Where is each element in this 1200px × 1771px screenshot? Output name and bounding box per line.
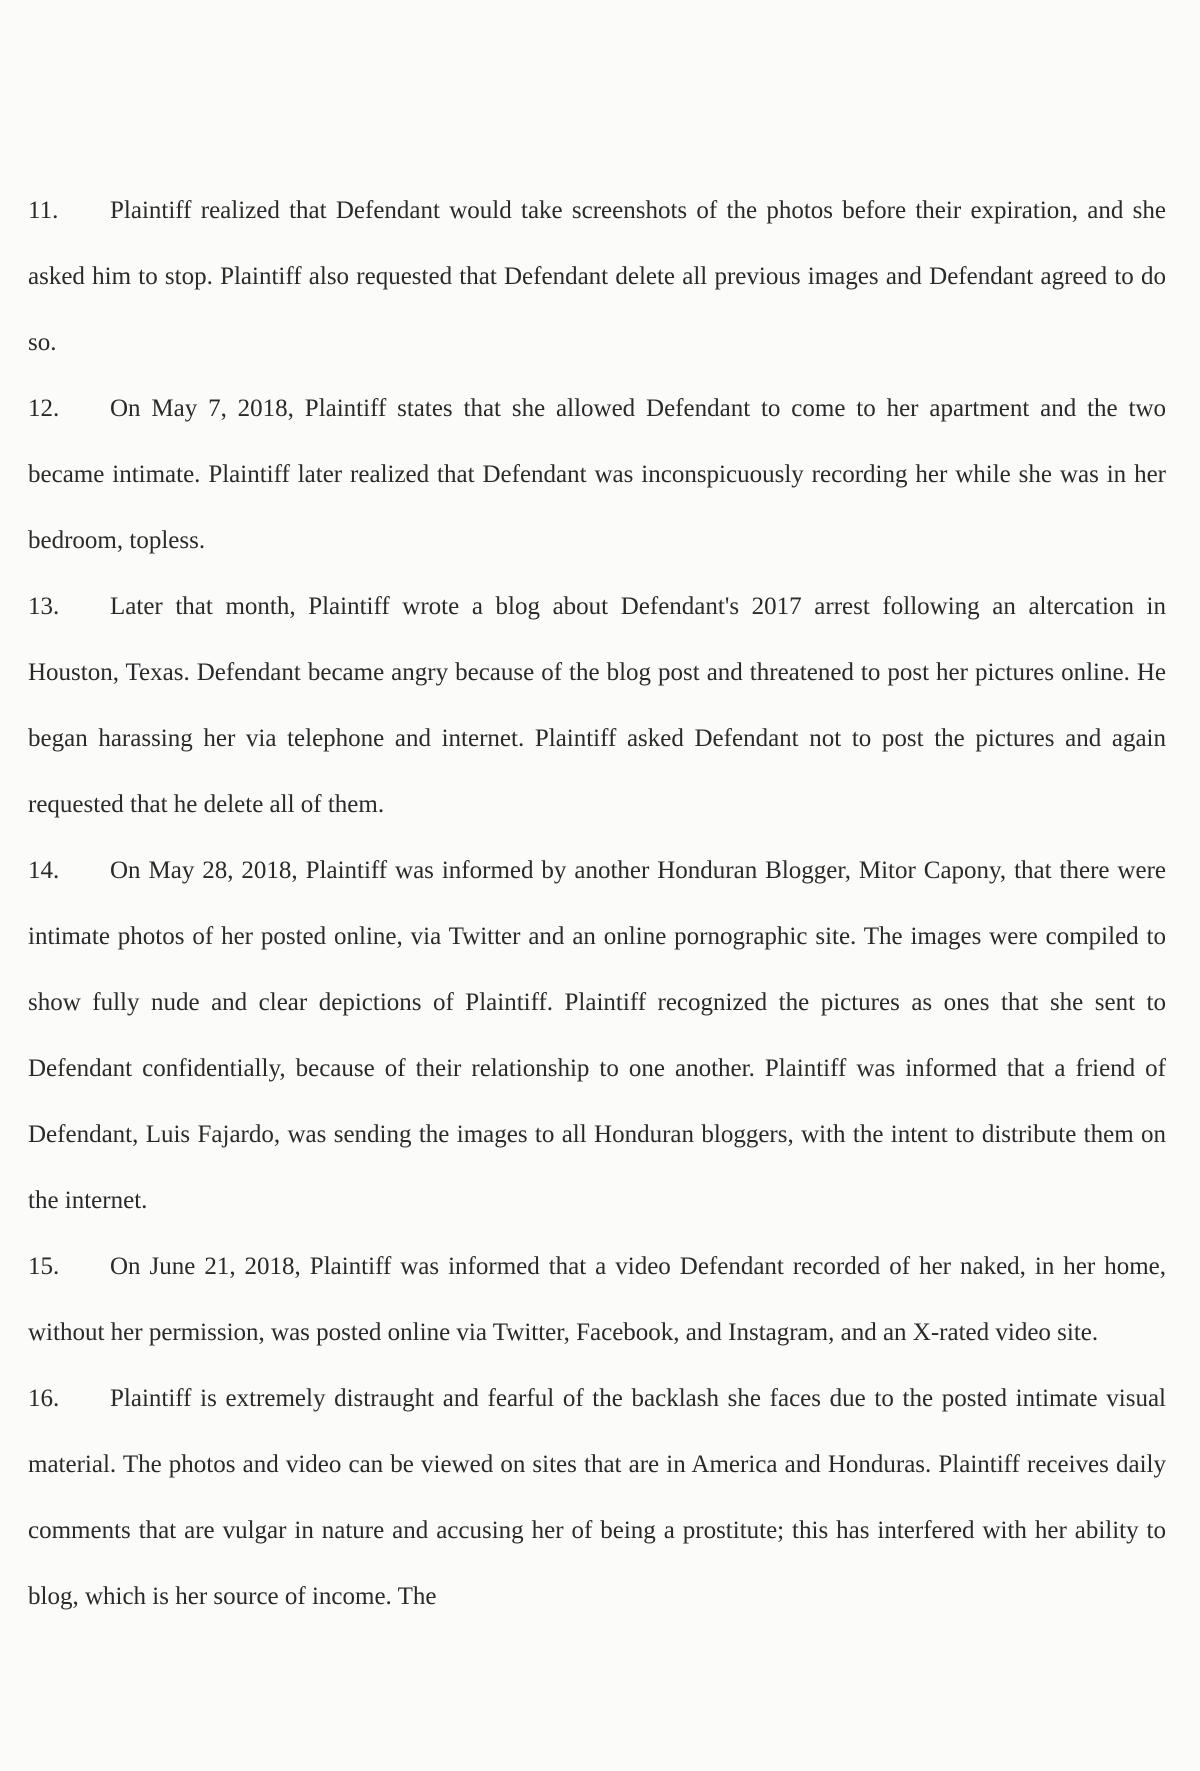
paragraph-12	[28, 376, 1166, 574]
paragraph-text: On May 28, 2018, Plaintiff was informed by another Honduran Blogger, Mitor Capony, that there were intimate photos of her posted online, via Twitter and an online pornographic site. The images were compiled to show fully nude and clear depictions of Plaintiff. Plaintiff recognized the pictures as ones that she sent to Defendant confidentially, because of their relationship to one another. Plaintiff was informed that a friend of Defendant, Luis Fajardo, was sending the images to all Honduran bloggers, with the intent to distribute them on the internet.	[28, 857, 1166, 1214]
paragraph-number: 12.	[28, 395, 60, 422]
paragraph-text: On June 21, 2018, Plaintiff was informed that a video Defendant recorded of her naked, in her home, without her permission, was posted online via Twitter, Facebook, and Instagram, and an X-rated video site.	[28, 1253, 1166, 1346]
paragraph-text: Plaintiff realized that Defendant would take screenshots of the photos before their expiration, and she asked him to stop. Plaintiff also requested that Defendant delete all previous images and Defendant agreed to do so.	[28, 197, 1166, 356]
paragraph-14	[28, 838, 1166, 1234]
paragraph-11	[28, 178, 1166, 376]
paragraph-number: 11.	[28, 197, 59, 224]
paragraph-number: 14.	[28, 857, 60, 884]
document-body	[28, 178, 1166, 1630]
paragraph-number: 15.	[28, 1253, 60, 1280]
paragraph-text: On May 7, 2018, Plaintiff states that she allowed Defendant to come to her apartment and the two became intimate. Plaintiff later realized that Defendant was inconspicuously recording her while she was in her bedroom, topless.	[28, 395, 1166, 554]
paragraph-16	[28, 1366, 1166, 1630]
paragraph-text: Plaintiff is extremely distraught and fearful of the backlash she faces due to the posted intimate visual material. The photos and video can be viewed on sites that are in America and Honduras. Plaintiff receives daily comments that are vulgar in nature and accusing her of being a prostitute; this has interfered with her ability to blog, which is her source of income. The	[28, 1385, 1166, 1610]
paragraph-number: 13.	[28, 593, 60, 620]
paragraph-13	[28, 574, 1166, 838]
paragraph-text: Later that month, Plaintiff wrote a blog about Defendant's 2017 arrest following an altercation in Houston, Texas. Defendant became angry because of the blog post and threatened to post her pictures online. He began harassing her via telephone and internet. Plaintiff asked Defendant not to post the pictures and again requested that he delete all of them.	[28, 593, 1166, 818]
paragraph-number: 16.	[28, 1385, 60, 1412]
paragraph-15	[28, 1234, 1166, 1366]
